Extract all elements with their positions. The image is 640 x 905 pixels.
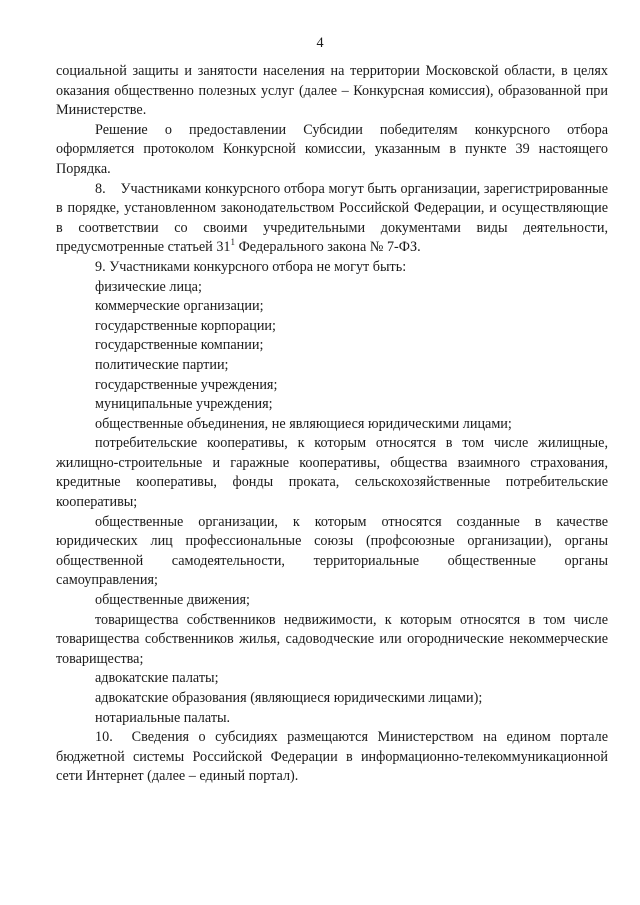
paragraph-8-text: 8. Участниками конкурсного отбора могут быть организации, зарегистрированные в порядке, установленном законодательством Российской Федерации, и осуществляющие в соответствии со своими учредительными документами виды деятельности, предусмотренные статьей 31 [56,180,608,256]
article-superscript: 1 [230,237,236,248]
paragraph-10-subsidy-info: 10. Сведения о субсидиях размещаются Министерством на едином портале бюджетной системы Российской Федерации в информационно-телекоммуникационной сети Интернет (далее – единый портал). [56,729,608,785]
exclusion-item-movements: общественные движения; [95,592,250,609]
paragraph-8-participants [56,180,608,258]
exclusion-item: государственные компании; [95,337,264,354]
paragraph-9-heading: 9. Участниками конкурсного отбора не могут быть: [95,258,407,275]
paragraph-8-law: Федерального закона № 7-ФЗ. [235,239,421,256]
exclusion-paragraph-public-orgs: общественные организации, к которым относятся созданные в качестве юридических лиц профессиональные союзы (профсоюзные организации), органы общественной самодеятельности, территориальные общественные органы самоуправления; [56,513,608,589]
paragraph-commission-continuation: социальной защиты и занятости населения на территории Московской области, в целях оказания общественно полезных услуг (далее – Конкурсная комиссия), образованной при Министерстве. [56,63,608,119]
exclusion-item: муниципальные учреждения; [95,396,273,413]
exclusion-item: физические лица; [95,278,202,295]
exclusion-item: адвокатские образования (являющиеся юридическими лицами); [95,690,483,706]
document-body [56,62,608,787]
paragraph-subsidy-decision: Решение о предоставлении Субсидии победителям конкурсного отбора оформляется протоколом Конкурсной комиссии, указанным в пункте 39 настоящего Порядка. [56,121,608,177]
exclusion-paragraph-cooperatives: потребительские кооперативы, к которым относятся в том числе жилищные, жилищно-строительные и гаражные кооперативы, общества взаимного страхования, кредитные кооперативы, фонды проката, сельскохозяйственные потребительские кооперативы; [56,435,608,511]
exclusion-item: нотариальные палаты. [95,709,231,726]
exclusion-item: общественные объединения, не являющиеся юридическими лицами; [95,415,512,432]
exclusion-item: политические партии; [95,356,229,373]
exclusion-item: коммерческие организации; [95,298,264,315]
exclusion-item: государственные корпорации; [95,317,276,334]
exclusion-item: государственные учреждения; [95,376,278,393]
page-number: 4 [316,35,324,51]
exclusion-paragraph-property-owners: товарищества собственников недвижимости, к которым относятся в том числе товарищества собственников жилья, садоводческие или огороднические некоммерческие товарищества; [56,611,608,667]
exclusion-item: адвокатские палаты; [95,670,219,687]
